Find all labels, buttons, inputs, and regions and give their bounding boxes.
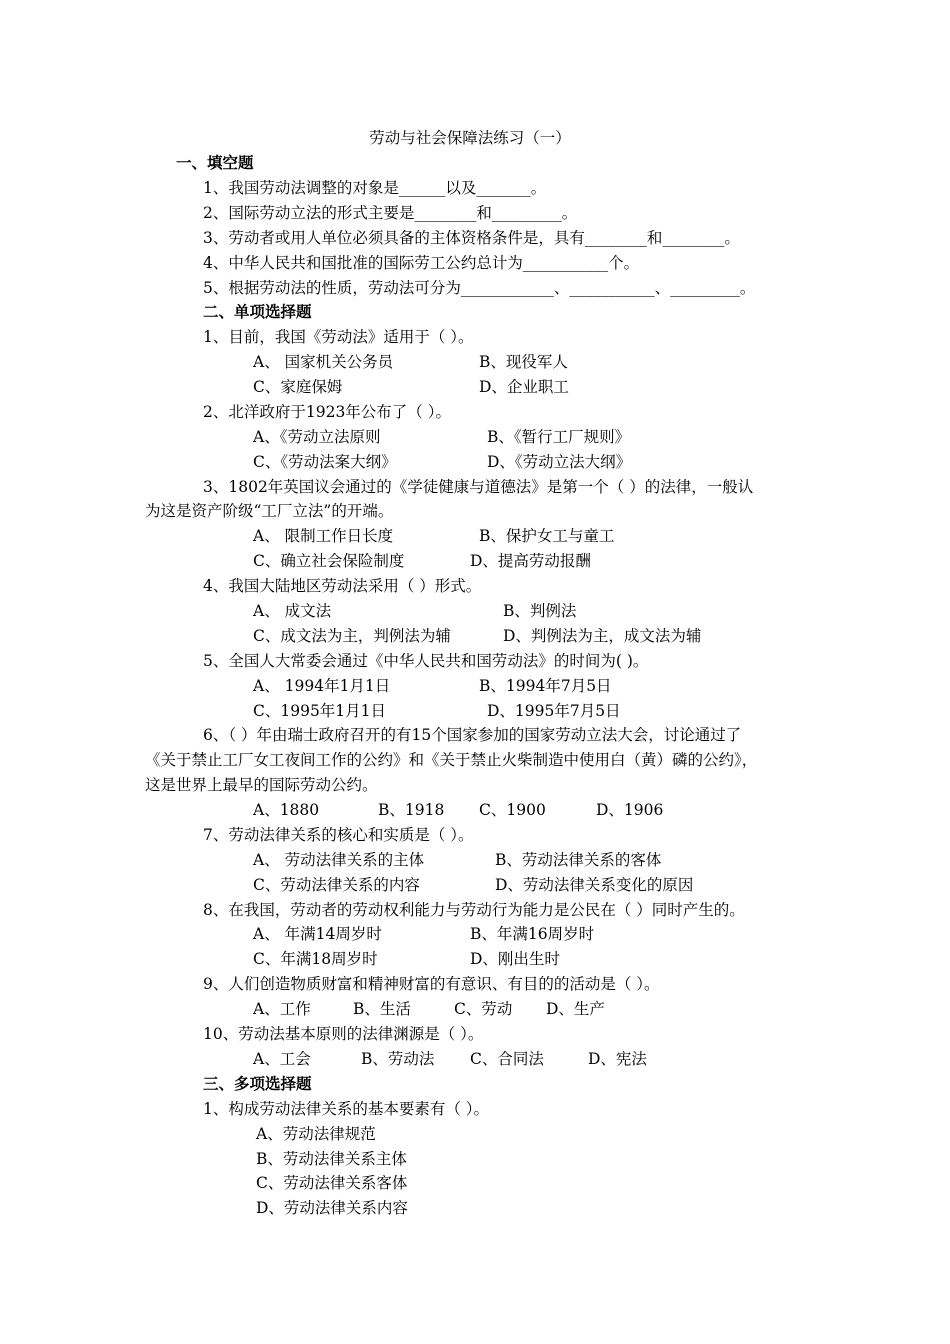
option-d: D、判例法为主，成文法为辅	[503, 627, 702, 645]
question-stem: 5、全国人大常委会通过《中华人民共和国劳动法》的时间为( )。	[203, 652, 649, 670]
option-a: A、《劳动立法原则	[253, 428, 381, 446]
option-c: C、劳动	[454, 1000, 513, 1018]
option-b: B、劳动法律关系主体	[256, 1150, 407, 1168]
question-stem-continued: 这是世界上最早的国际劳动公约。	[145, 776, 378, 794]
option-d: D、刚出生时	[470, 950, 560, 968]
option-c: C、1995年1月1日	[253, 702, 387, 720]
option-b: B、劳动法律关系的客体	[495, 851, 662, 869]
option-d: D、企业职工	[479, 378, 569, 396]
option-c: C、《劳动法案大纲》	[253, 453, 397, 471]
option-c: C、1900	[479, 801, 546, 819]
option-a: A、工作	[253, 1000, 311, 1018]
option-b: B、1918	[378, 801, 445, 819]
option-b: B、1994年7月5日	[479, 677, 612, 695]
option-c: C、劳动法律关系的内容	[253, 876, 420, 894]
option-a: A、 1994年1月1日	[253, 677, 391, 695]
option-b: B、年满16周岁时	[470, 925, 595, 943]
option-b: B、《暂行工厂规则》	[487, 428, 631, 446]
option-d: D、1995年7月5日	[487, 702, 621, 720]
option-c: C、成文法为主，判例法为辅	[253, 627, 451, 645]
option-a: A、1880	[253, 801, 320, 819]
fill-blank-item: 5、根据劳动法的性质，劳动法可分为____________、___________、_________。	[203, 279, 756, 297]
option-b: B、劳动法	[361, 1050, 435, 1068]
option-c: C、家庭保姆	[253, 378, 343, 396]
option-a: A、 劳动法律关系的主体	[253, 851, 425, 869]
section-heading-single-choice: 二、单项选择题	[203, 302, 312, 321]
fill-blank-item: 1、我国劳动法调整的对象是______以及_______。	[203, 179, 547, 197]
option-c: C、合同法	[470, 1050, 544, 1068]
fill-blank-item: 3、劳动者或用人单位必须具备的主体资格条件是，具有________和________。	[203, 229, 740, 247]
option-d: D、劳动法律关系内容	[256, 1199, 408, 1217]
option-d: D、提高劳动报酬	[470, 552, 591, 570]
option-a: A、劳动法律规范	[256, 1125, 376, 1143]
question-stem: 4、我国大陆地区劳动法采用（ ）形式。	[203, 577, 482, 595]
question-stem: 7、劳动法律关系的核心和实质是（ ）。	[203, 826, 474, 844]
question-stem: 1、构成劳动法律关系的基本要素有（ ）。	[203, 1100, 490, 1118]
fill-blank-item: 2、国际劳动立法的形式主要是________和_________。	[203, 204, 578, 222]
question-stem: 8、在我国，劳动者的劳动权利能力与劳动行为能力是公民在（ ）同时产生的。	[203, 901, 745, 919]
option-d: D、生产	[546, 1000, 605, 1018]
option-a: A、 限制工作日长度	[253, 527, 394, 545]
option-b: B、判例法	[503, 602, 577, 620]
option-c: C、劳动法律关系客体	[256, 1174, 408, 1192]
question-stem: 9、人们创造物质财富和精神财富的有意识、有目的的活动是（ ）。	[203, 975, 660, 993]
option-d: D、《劳动立法大纲》	[487, 453, 632, 471]
option-a: A、 年满14周岁时	[253, 925, 382, 943]
option-a: A、 国家机关公务员	[253, 353, 394, 371]
option-a: A、工会	[253, 1050, 311, 1068]
question-stem: 6、（ ）年由瑞士政府召开的有15个国家参加的国家劳动立法大会，讨论通过了	[203, 726, 742, 744]
section-heading-multiple-choice: 三、多项选择题	[203, 1074, 312, 1093]
option-a: A、 成文法	[253, 602, 332, 620]
option-c: C、年满18周岁时	[253, 950, 378, 968]
question-stem: 3、1802年英国议会通过的《学徒健康与道德法》是第一个（ ）的法律，一般认	[203, 478, 754, 496]
option-b: B、现役军人	[479, 353, 568, 371]
question-stem: 1、目前，我国《劳动法》适用于（ ）。	[203, 328, 474, 346]
section-heading-fill-blank: 一、填空题	[176, 153, 254, 172]
fill-blank-item: 4、中华人民共和国批准的国际劳工公约总计为___________个。	[203, 254, 640, 272]
page-title: 劳动与社会保障法练习（一）	[369, 129, 571, 147]
option-b: B、生活	[353, 1000, 411, 1018]
option-d: D、宪法	[588, 1050, 647, 1068]
option-d: D、1906	[596, 801, 664, 819]
question-stem-continued: 为这是资产阶级“工厂立法”的开端。	[145, 502, 394, 520]
question-stem-continued: 《关于禁止工厂女工夜间工作的公约》和《关于禁止火柴制造中使用白（黄）磷的公约》，	[145, 751, 758, 769]
option-c: C、确立社会保险制度	[253, 552, 405, 570]
question-stem: 10、劳动法基本原则的法律渊源是（ ）。	[203, 1025, 484, 1043]
option-d: D、劳动法律关系变化的原因	[495, 876, 694, 894]
question-stem: 2、北洋政府于1923年公布了（ ）。	[203, 403, 451, 421]
option-b: B、保护女工与童工	[479, 527, 615, 545]
